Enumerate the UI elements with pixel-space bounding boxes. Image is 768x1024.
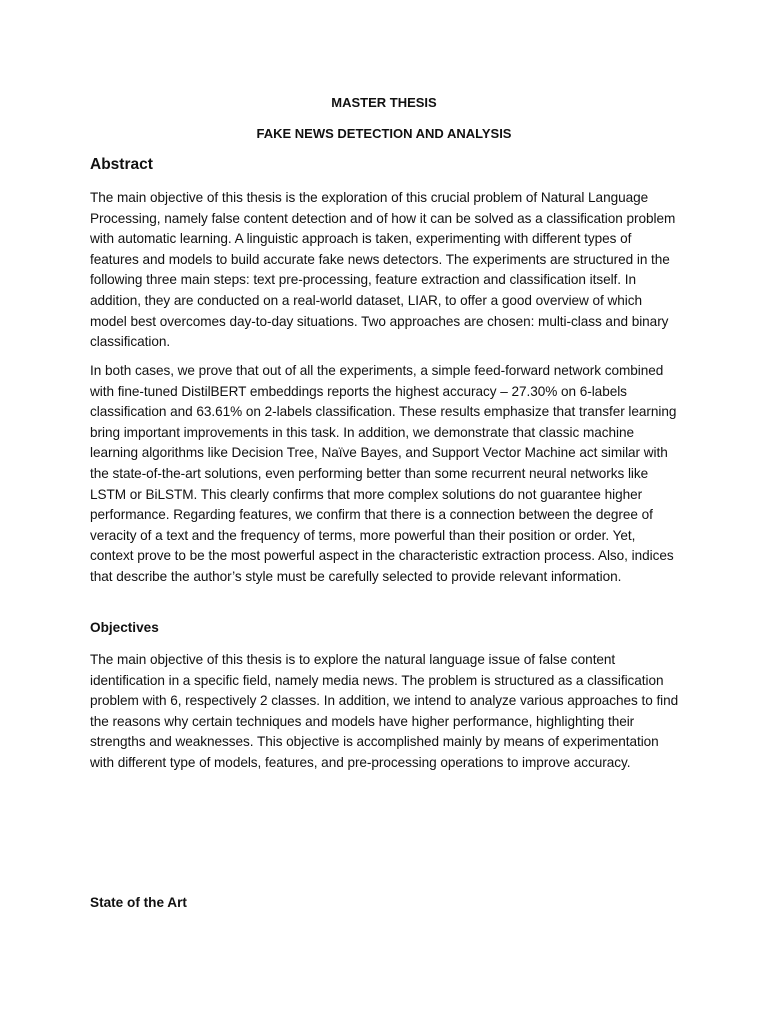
state-of-the-art-heading: State of the Art [90,895,187,910]
abstract-paragraph-1: The main objective of this thesis is the exploration of this crucial problem of Natural Language Processing, namely false content detection and of how it can be solved as a classification problem with automatic learning. A linguistic approach is taken, experimenting with different types of features and models to build accurate fake news detectors. The experiments are structured in the following three main steps: text pre-processing, feature extraction and classification itself. In addition, they are conducted on a real-world dataset, LIAR, to offer a good overview of which model best overcomes day-to-day situations. Two approaches are chosen: multi-class and binary classification. [90,190,676,350]
objectives-paragraph: The main objective of this thesis is to explore the natural language issue of false content identification in a specific field, namely media news. The problem is structured as a classification problem with 6, respectively 2 classes. In addition, we intend to analyze various approaches to find the reasons why certain techniques and models have higher performance, highlighting their strengths and weaknesses. This objective is accomplished mainly by means of experimentation with different type of models, features, and pre-processing operations to improve accuracy. [90,652,679,770]
abstract-heading: Abstract [90,156,153,173]
objectives-heading: Objectives [90,620,159,635]
document-title-thesis-topic: FAKE NEWS DETECTION AND ANALYSIS [256,126,512,141]
abstract-paragraph-2: In both cases, we prove that out of all the experiments, a simple feed-forward network combined with fine-tuned DistilBERT embeddings reports the highest accuracy – 27.30% on 6-labels classification and 63.61% on 2-labels classification. These results emphasize that transfer learning bring important improvements in this task. In addition, we demonstrate that classic machine learning algorithms like Decision Tree, Naïve Bayes, and Support Vector Machine act similar with the state-of-the-art solutions, even performing better than some recurrent neural networks like LSTM or BiLSTM. This clearly confirms that more complex solutions do not guarantee higher performance. Regarding features, we confirm that there is a connection between the degree of veracity of a text and the frequency of terms, more powerful than their position or order. Yet, context prove to be the most powerful aspect in the characteristic extraction process. Also, indices that describe the author’s style must be carefully selected to provide relevant information. [90,363,677,584]
document-title-master-thesis: MASTER THESIS [331,95,437,110]
